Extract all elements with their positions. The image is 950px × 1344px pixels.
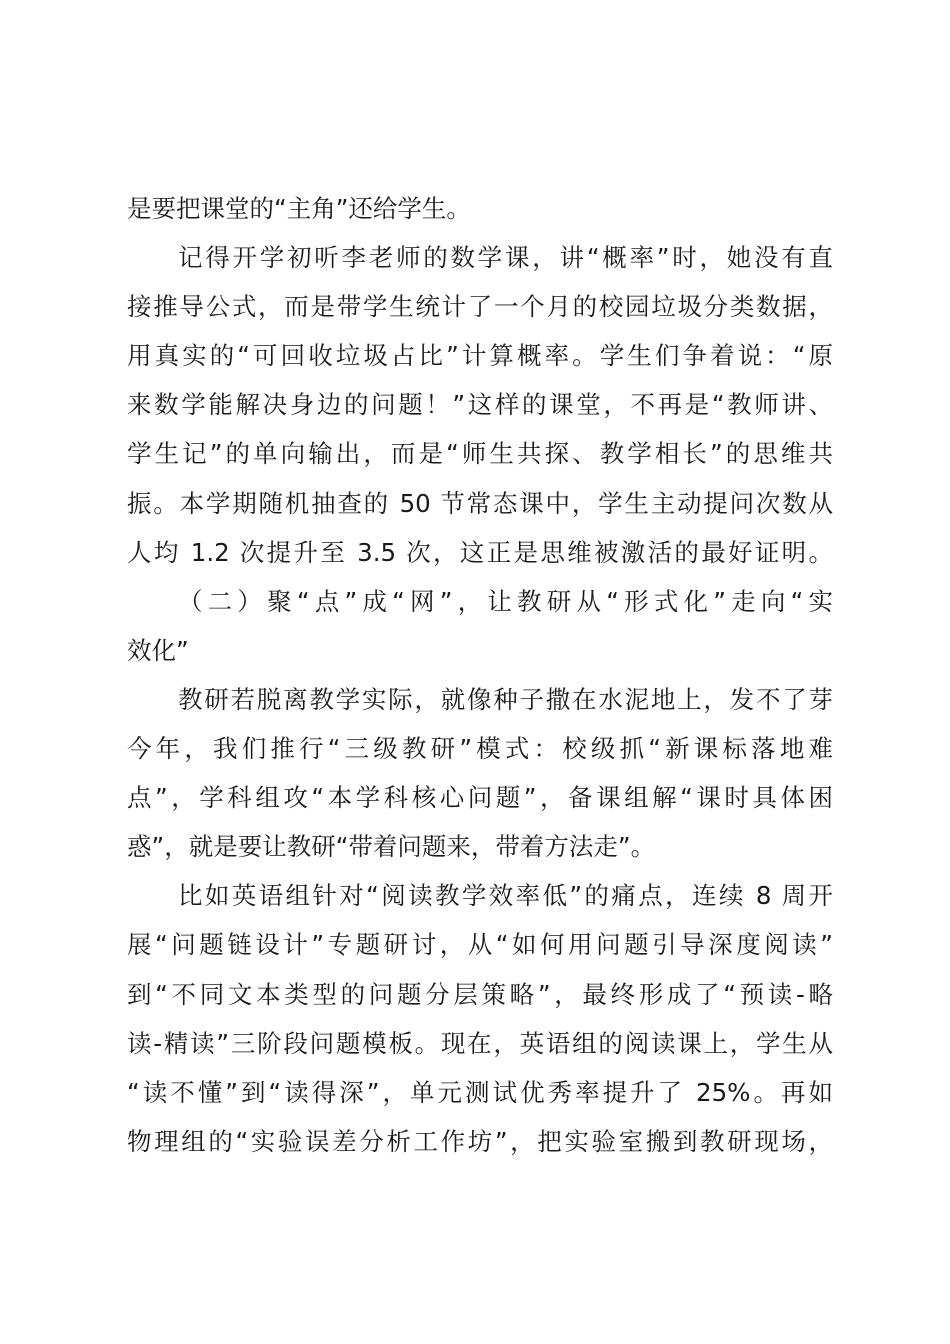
document-body — [127, 184, 833, 1166]
paragraph-line: 今年，我们推行“三级教研”模式：校级抓“新课标落地难 — [127, 734, 833, 764]
paragraph-line: 惑”，就是要让教研“带着问题来，带着方法走”。 — [127, 832, 656, 862]
paragraph-line: “读不懂”到“读得深”，单元测试优秀率提升了 25%。再如 — [127, 1077, 833, 1107]
paragraph-line: 来数学能解决身边的问题！”这样的课堂，不再是“教师讲、 — [127, 390, 833, 420]
section-heading-line: 效化” — [127, 635, 189, 665]
paragraph-line: 展“问题链设计”专题研讨，从“如何用问题引导深度阅读” — [127, 930, 833, 960]
paragraph-line: 物理组的“实验误差分析工作坊”，把实验室搬到教研现场， — [127, 1126, 833, 1156]
paragraph-line: 点”，学科组攻“本学科核心问题”，备课组解“课时具体困 — [127, 783, 833, 813]
paragraph-line: 读-精读”三阶段问题模板。现在，英语组的阅读课上，学生从 — [127, 1028, 833, 1058]
paragraph-line: 比如英语组针对“阅读教学效率低”的痛点，连续 8 周开 — [178, 881, 833, 911]
paragraph-line: 是要把课堂的“主角”还给学生。 — [127, 194, 471, 223]
paragraph-line: 振。本学期随机抽查的 50 节常态课中，学生主动提问次数从 — [127, 488, 833, 518]
paragraph-line: 记得开学初听李老师的数学课，讲“概率”时，她没有直 — [178, 243, 833, 273]
paragraph-line: 用真实的“可回收垃圾占比”计算概率。学生们争着说：“原 — [127, 341, 833, 371]
paragraph-line: 学生记”的单向输出，而是“师生共探、教学相长”的思维共 — [127, 439, 833, 469]
paragraph-line: 接推导公式，而是带学生统计了一个月的校园垃圾分类数据， — [127, 292, 833, 322]
paragraph-line: 人均 1.2 次提升至 3.5 次，这正是思维被激活的最好证明。 — [127, 537, 833, 567]
section-heading-line: （二）聚“点”成“网”，让教研从“形式化”走向“实 — [178, 586, 833, 616]
paragraph-line: 教研若脱离教学实际，就像种子撒在水泥地上，发不了芽 — [178, 684, 833, 714]
paragraph-line: 到“不同文本类型的问题分层策略”，最终形成了“预读-略 — [127, 979, 833, 1009]
